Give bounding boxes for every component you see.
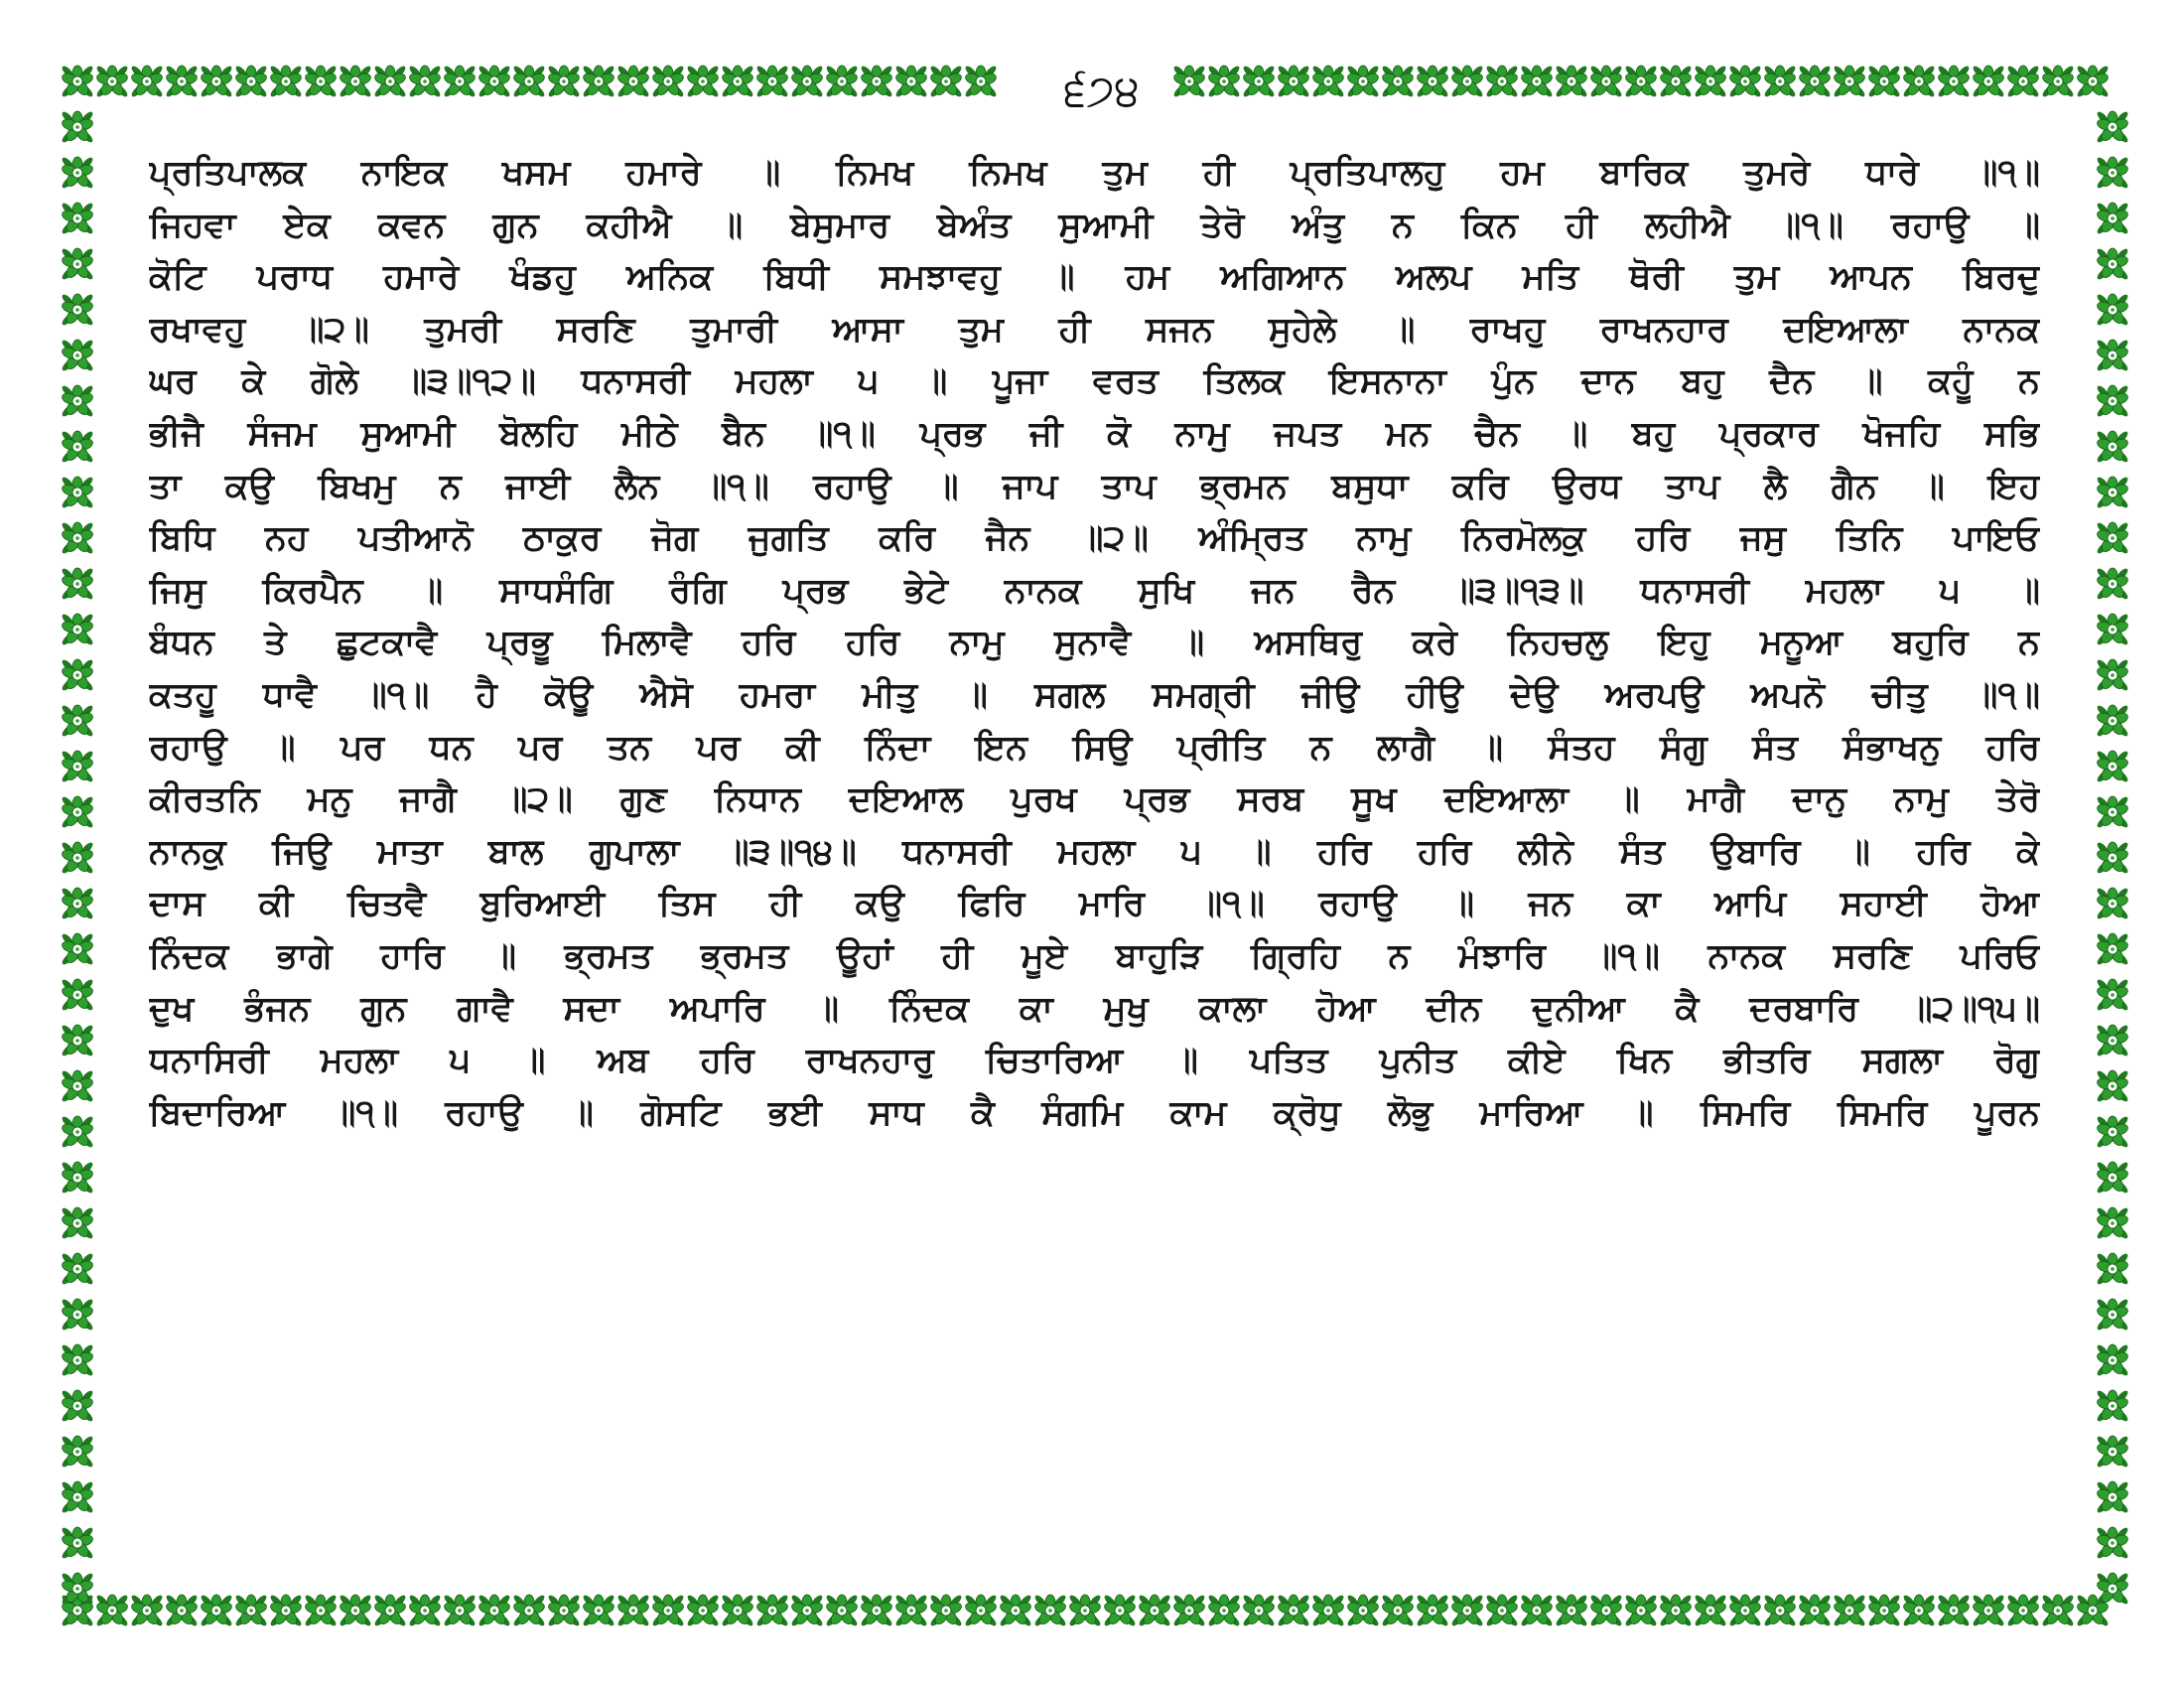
border-flower-icon bbox=[547, 1594, 581, 1627]
text-line: ਤਾ ਕਉ ਬਿਖਮੁ ਨ ਜਾਈ ਲੈਨ ॥੧॥ ਰਹਾਉ ॥ ਜਾਪ ਤਾਪ ਭ੍ਰਮਨ ਬਸੁਧਾ ਕਰਿ ਉਰਧ ਤਾਪ ਲੈ ਗੈਨ ॥ ਇਹ bbox=[149, 466, 2040, 506]
border-flower-icon bbox=[1902, 1594, 1936, 1627]
border-flower-icon bbox=[478, 1594, 511, 1627]
border-flower-icon bbox=[61, 384, 94, 418]
border-flower-icon bbox=[2096, 1572, 2129, 1606]
border-flower-icon bbox=[61, 1480, 94, 1514]
border-flower-icon bbox=[1277, 65, 1310, 98]
border-flower-icon bbox=[2096, 476, 2129, 509]
border-flower-icon bbox=[61, 978, 94, 1012]
border-flower-icon bbox=[408, 1594, 442, 1627]
border-flower-icon bbox=[478, 65, 511, 98]
text-line: ਕਤਹੂ ਧਾਵੈ ॥੧॥ ਹੈ ਕੋਊ ਐਸੋ ਹਮਰਾ ਮੀਤੁ ॥ ਸਗਲ ਸਮਗ੍ਰੀ ਜੀਉ ਹੀਉ ਦੇਉ ਅਰਪਉ ਅਪਨੋ ਚੀਤੁ ॥੧॥ bbox=[149, 674, 2040, 715]
border-flower-icon bbox=[269, 1594, 303, 1627]
border-flower-icon bbox=[755, 1594, 789, 1627]
border-flower-icon bbox=[1311, 1594, 1345, 1627]
border-flower-icon bbox=[721, 65, 754, 98]
text-line: ਰਹਾਉ ॥ ਪਰ ਧਨ ਪਰ ਤਨ ਪਰ ਕੀ ਨਿੰਦਾ ਇਨ ਸਿਉ ਪ੍ਰੀਤਿ ਨ ਲਾਗੈ ॥ ਸੰਤਹ ਸੰਗੁ ਸੰਤ ਸੰਭਾਖਨੁ ਹਰਿ bbox=[149, 727, 2040, 768]
border-flower-icon bbox=[1207, 1594, 1241, 1627]
border-flower-icon bbox=[269, 65, 303, 98]
border-flower-icon bbox=[2096, 1161, 2129, 1195]
border-flower-icon bbox=[1589, 65, 1623, 98]
border-flower-icon bbox=[2096, 1389, 2129, 1423]
border-flower-icon bbox=[61, 156, 94, 190]
border-flower-icon bbox=[2041, 65, 2075, 98]
border-flower-icon bbox=[2096, 430, 2129, 464]
border-flower-icon bbox=[1763, 65, 1797, 98]
border-flower-icon bbox=[61, 65, 94, 98]
border-flower-icon bbox=[408, 65, 442, 98]
border-flower-icon bbox=[964, 1594, 998, 1627]
border-flower-icon bbox=[1867, 1594, 1901, 1627]
border-flower-icon bbox=[1172, 65, 1206, 98]
text-line: ਕੋਟਿ ਪਰਾਧ ਹਮਾਰੇ ਖੰਡਹੁ ਅਨਿਕ ਬਿਧੀ ਸਮਝਾਵਹੁ ॥ ਹਮ ਅਗਿਆਨ ਅਲਪ ਮਤਿ ਥੋਰੀ ਤੁਮ ਆਪਨ ਬਿਰਦੁ bbox=[149, 257, 2040, 298]
border-flower-icon bbox=[1033, 1594, 1067, 1627]
border-flower-icon bbox=[2096, 1069, 2129, 1103]
border-flower-icon bbox=[2096, 658, 2129, 692]
border-flower-icon bbox=[1728, 1594, 1762, 1627]
border-flower-icon bbox=[2096, 1526, 2129, 1560]
border-flower-icon bbox=[616, 1594, 650, 1627]
border-flower-icon bbox=[1972, 65, 2005, 98]
border-flower-icon bbox=[61, 567, 94, 601]
border-flower-icon bbox=[1972, 1594, 2005, 1627]
border-flower-icon bbox=[1520, 65, 1554, 98]
border-flower-icon bbox=[61, 704, 94, 738]
border-flower-icon bbox=[1485, 65, 1519, 98]
border-flower-icon bbox=[1416, 65, 1449, 98]
border-flower-icon bbox=[790, 65, 824, 98]
border-flower-icon bbox=[61, 1115, 94, 1149]
border-flower-icon bbox=[1172, 1594, 1206, 1627]
border-flower-icon bbox=[1068, 1594, 1102, 1627]
border-flower-icon bbox=[61, 1435, 94, 1469]
border-flower-icon bbox=[165, 1594, 199, 1627]
border-flower-icon bbox=[1138, 1594, 1171, 1627]
border-flower-icon bbox=[373, 1594, 407, 1627]
border-flower-icon bbox=[2096, 293, 2129, 327]
border-flower-icon bbox=[825, 1594, 859, 1627]
border-flower-icon bbox=[1624, 65, 1658, 98]
border-flower-icon bbox=[61, 1298, 94, 1332]
text-line: ਭੀਜੈ ਸੰਜਮ ਸੁਆਮੀ ਬੋਲਹਿ ਮੀਠੇ ਬੈਨ ॥੧॥ ਪ੍ਰਭ ਜੀ ਕੋ ਨਾਮੁ ਜਪਤ ਮਨ ਚੈਨ ॥ ਬਹੁ ਪ੍ਰਕਾਰ ਖੋਜਹਿ ਸਭਿ bbox=[149, 413, 2040, 454]
border-flower-icon bbox=[61, 841, 94, 875]
border-flower-icon bbox=[165, 65, 199, 98]
border-flower-icon bbox=[1659, 1594, 1693, 1627]
scripture-text bbox=[149, 147, 2040, 1139]
border-flower-icon bbox=[512, 65, 546, 98]
border-flower-icon bbox=[755, 65, 789, 98]
border-flower-icon bbox=[1207, 65, 1241, 98]
border-flower-icon bbox=[234, 65, 268, 98]
border-flower-icon bbox=[2041, 1594, 2075, 1627]
border-flower-icon bbox=[2096, 247, 2129, 281]
border-flower-icon bbox=[2096, 1115, 2129, 1149]
border-flower-icon bbox=[1798, 1594, 1832, 1627]
border-flower-icon bbox=[651, 65, 685, 98]
border-flower-icon bbox=[1103, 1594, 1137, 1627]
border-flower-icon bbox=[304, 1594, 338, 1627]
border-flower-icon bbox=[2096, 202, 2129, 235]
border-flower-icon bbox=[2096, 384, 2129, 418]
border-flower-icon bbox=[61, 1069, 94, 1103]
border-flower-icon bbox=[61, 613, 94, 646]
border-flower-icon bbox=[130, 1594, 164, 1627]
border-flower-icon bbox=[1520, 1594, 1554, 1627]
border-flower-icon bbox=[2096, 521, 2129, 555]
border-flower-icon bbox=[1450, 1594, 1484, 1627]
border-flower-icon bbox=[1589, 1594, 1623, 1627]
border-flower-icon bbox=[721, 1594, 754, 1627]
border-flower-icon bbox=[1937, 65, 1971, 98]
border-flower-icon bbox=[61, 1206, 94, 1240]
border-flower-icon bbox=[2096, 613, 2129, 646]
text-line: ਕੀਰਤਨਿ ਮਨੁ ਜਾਗੈ ॥੨॥ ਗੁਣ ਨਿਧਾਨ ਦਇਆਲ ਪੁਰਖ ਪ੍ਰਭ ਸਰਬ ਸੂਖ ਦਇਆਲਾ ॥ ਮਾਗੈ ਦਾਨੁ ਨਾਮੁ ਤੇਰੋ bbox=[149, 779, 2040, 820]
border-flower-icon bbox=[2006, 65, 2040, 98]
border-flower-icon bbox=[894, 65, 928, 98]
border-flower-icon bbox=[860, 65, 893, 98]
border-flower-icon bbox=[61, 887, 94, 920]
border-flower-icon bbox=[2096, 841, 2129, 875]
border-flower-icon bbox=[61, 430, 94, 464]
border-flower-icon bbox=[2096, 887, 2129, 920]
border-flower-icon bbox=[443, 1594, 477, 1627]
border-flower-icon bbox=[61, 1526, 94, 1560]
border-flower-icon bbox=[95, 65, 129, 98]
border-flower-icon bbox=[894, 1594, 928, 1627]
border-flower-icon bbox=[929, 65, 963, 98]
border-flower-icon bbox=[234, 1594, 268, 1627]
border-flower-icon bbox=[200, 65, 233, 98]
text-line: ਨਾਨਕੁ ਜਿਉ ਮਾਤਾ ਬਾਲ ਗੁਪਾਲਾ ॥੩॥੧੪॥ ਧਨਾਸਰੀ ਮਹਲਾ ੫ ॥ ਹਰਿ ਹਰਿ ਲੀਨੇ ਸੰਤ ਉਬਾਰਿ ॥ ਹਰਿ ਕੇ bbox=[149, 831, 2040, 872]
border-flower-icon bbox=[860, 1594, 893, 1627]
border-flower-icon bbox=[61, 658, 94, 692]
border-flower-icon bbox=[999, 1594, 1032, 1627]
text-line: ਜਿਹਵਾ ਏਕ ਕਵਨ ਗੁਨ ਕਹੀਐ ॥ ਬੇਸੁਮਾਰ ਬੇਅੰਤ ਸੁਆਮੀ ਤੇਰੋ ਅੰਤੁ ਨ ਕਿਨ ਹੀ ਲਹੀਐ ॥੧॥ ਰਹਾਉ ॥ bbox=[149, 205, 2040, 245]
border-flower-icon bbox=[61, 202, 94, 235]
border-flower-icon bbox=[61, 476, 94, 509]
border-flower-icon bbox=[61, 339, 94, 372]
text-line: ਘਰ ਕੇ ਗੋਲੇ ॥੩॥੧੨॥ ਧਨਾਸਰੀ ਮਹਲਾ ੫ ॥ ਪੂਜਾ ਵਰਤ ਤਿਲਕ ਇਸਨਾਨਾ ਪੁੰਨ ਦਾਨ ਬਹੁ ਦੈਨ ॥ ਕਹੂੰ ਨ bbox=[149, 361, 2040, 402]
text-line: ਬੰਧਨ ਤੇ ਛੁਟਕਾਵੈ ਪ੍ਰਭੂ ਮਿਲਾਵੈ ਹਰਿ ਹਰਿ ਨਾਮੁ ਸੁਨਾਵੈ ॥ ਅਸਥਿਰੁ ਕਰੇ ਨਿਹਚਲੁ ਇਹੁ ਮਨੂਆ ਬਹੁਰਿ ਨ bbox=[149, 623, 2040, 663]
border-flower-icon bbox=[2076, 65, 2110, 98]
border-flower-icon bbox=[1694, 65, 1727, 98]
border-flower-icon bbox=[1798, 65, 1832, 98]
border-flower-icon bbox=[2096, 339, 2129, 372]
border-flower-icon bbox=[1937, 1594, 1971, 1627]
border-flower-icon bbox=[1867, 65, 1901, 98]
border-flower-icon bbox=[2096, 750, 2129, 783]
border-flower-icon bbox=[61, 795, 94, 829]
border-flower-icon bbox=[582, 65, 615, 98]
border-flower-icon bbox=[61, 247, 94, 281]
border-flower-icon bbox=[1381, 65, 1415, 98]
text-line: ਰਖਾਵਹੁ ॥੨॥ ਤੁਮਰੀ ਸਰਣਿ ਤੁਮਾਰੀ ਆਸਾ ਤੁਮ ਹੀ ਸਜਨ ਸੁਹੇਲੇ ॥ ਰਾਖਹੁ ਰਾਖਨਹਾਰ ਦਇਆਲਾ ਨਾਨਕ bbox=[149, 309, 2040, 350]
page-number: ੬੭੪ bbox=[1032, 62, 1171, 121]
border-flower-icon bbox=[2096, 1252, 2129, 1286]
border-flower-icon bbox=[1346, 65, 1380, 98]
border-flower-icon bbox=[512, 1594, 546, 1627]
border-flower-icon bbox=[825, 65, 859, 98]
border-flower-icon bbox=[61, 1389, 94, 1423]
border-flower-icon bbox=[61, 932, 94, 966]
border-flower-icon bbox=[1694, 1594, 1727, 1627]
border-flower-icon bbox=[61, 521, 94, 555]
border-flower-icon bbox=[61, 110, 94, 144]
border-flower-icon bbox=[61, 1024, 94, 1057]
border-flower-icon bbox=[2096, 1480, 2129, 1514]
border-flower-icon bbox=[2096, 156, 2129, 190]
text-line: ਦੁਖ ਭੰਜਨ ਗੁਨ ਗਾਵੈ ਸਦਾ ਅਪਾਰਿ ॥ ਨਿੰਦਕ ਕਾ ਮੁਖੁ ਕਾਲਾ ਹੋਆ ਦੀਨ ਦੁਨੀਆ ਕੈ ਦਰਬਾਰਿ ॥੨॥੧੫॥ bbox=[149, 988, 2040, 1029]
border-flower-icon bbox=[1416, 1594, 1449, 1627]
border-flower-icon bbox=[2096, 567, 2129, 601]
border-flower-icon bbox=[2096, 110, 2129, 144]
border-flower-icon bbox=[2096, 1435, 2129, 1469]
border-flower-icon bbox=[2096, 1206, 2129, 1240]
border-flower-icon bbox=[686, 1594, 720, 1627]
border-flower-icon bbox=[1763, 1594, 1797, 1627]
border-flower-icon bbox=[686, 65, 720, 98]
border-flower-icon bbox=[1833, 1594, 1866, 1627]
border-flower-icon bbox=[547, 65, 581, 98]
border-flower-icon bbox=[2096, 1343, 2129, 1377]
border-flower-icon bbox=[373, 65, 407, 98]
border-flower-icon bbox=[2096, 978, 2129, 1012]
border-flower-icon bbox=[61, 750, 94, 783]
border-flower-icon bbox=[95, 1594, 129, 1627]
border-flower-icon bbox=[1242, 65, 1276, 98]
border-flower-icon bbox=[2096, 932, 2129, 966]
border-flower-icon bbox=[1485, 1594, 1519, 1627]
border-flower-icon bbox=[2096, 1024, 2129, 1057]
border-flower-icon bbox=[1346, 1594, 1380, 1627]
border-flower-icon bbox=[1311, 65, 1345, 98]
border-flower-icon bbox=[61, 1252, 94, 1286]
text-line: ਪ੍ਰਤਿਪਾਲਕ ਨਾਇਕ ਖਸਮ ਹਮਾਰੇ ॥ ਨਿਮਖ ਨਿਮਖ ਤੁਮ ਹੀ ਪ੍ਰਤਿਪਾਲਹੁ ਹਮ ਬਾਰਿਕ ਤੁਮਰੇ ਧਾਰੇ ॥੧॥ bbox=[149, 153, 2040, 193]
text-line: ਬਿਦਾਰਿਆ ॥੧॥ ਰਹਾਉ ॥ ਗੋਸਟਿ ਭਈ ਸਾਧ ਕੈ ਸੰਗਮਿ ਕਾਮ ਕ੍ਰੋਧੁ ਲੋਭੁ ਮਾਰਿਆ ॥ ਸਿਮਰਿ ਸਿਮਰਿ ਪੂਰਨ bbox=[149, 1092, 2040, 1133]
text-line: ਧਨਾਸਿਰੀ ਮਹਲਾ ੫ ॥ ਅਬ ਹਰਿ ਰਾਖਨਹਾਰੁ ਚਿਤਾਰਿਆ ॥ ਪਤਿਤ ਪੁਨੀਤ ਕੀਏ ਖਿਨ ਭੀਤਰਿ ਸਗਲਾ ਰੋਗੁ bbox=[149, 1041, 2040, 1081]
border-flower-icon bbox=[1555, 1594, 1588, 1627]
border-flower-icon bbox=[2096, 795, 2129, 829]
border-flower-icon bbox=[304, 65, 338, 98]
border-flower-icon bbox=[61, 293, 94, 327]
border-flower-icon bbox=[964, 65, 998, 98]
border-flower-icon bbox=[1624, 1594, 1658, 1627]
border-flower-icon bbox=[339, 1594, 372, 1627]
border-flower-icon bbox=[1555, 65, 1588, 98]
border-flower-icon bbox=[2006, 1594, 2040, 1627]
border-flower-icon bbox=[200, 1594, 233, 1627]
border-flower-icon bbox=[651, 1594, 685, 1627]
border-flower-icon bbox=[582, 1594, 615, 1627]
border-flower-icon bbox=[790, 1594, 824, 1627]
border-flower-icon bbox=[61, 1161, 94, 1195]
border-flower-icon bbox=[61, 1343, 94, 1377]
border-flower-icon bbox=[2096, 704, 2129, 738]
border-flower-icon bbox=[339, 65, 372, 98]
border-flower-icon bbox=[2096, 1298, 2129, 1332]
border-flower-icon bbox=[1381, 1594, 1415, 1627]
border-flower-icon bbox=[1659, 65, 1693, 98]
border-flower-icon bbox=[1902, 65, 1936, 98]
text-line: ਦਾਸ ਕੀ ਚਿਤਵੈ ਬੁਰਿਆਈ ਤਿਸ ਹੀ ਕਉ ਫਿਰਿ ਮਾਰਿ ॥੧॥ ਰਹਾਉ ॥ ਜਨ ਕਾ ਆਪਿ ਸਹਾਈ ਹੋਆ bbox=[149, 884, 2040, 924]
border-flower-icon bbox=[130, 65, 164, 98]
border-flower-icon bbox=[1277, 1594, 1310, 1627]
text-line: ਨਿੰਦਕ ਭਾਗੇ ਹਾਰਿ ॥ ਭ੍ਰਮਤ ਭ੍ਰਮਤ ਊਹਾਂ ਹੀ ਮੂਏ ਬਾਹੁੜਿ ਗ੍ਰਿਹਿ ਨ ਮੰਝਾਰਿ ॥੧॥ ਨਾਨਕ ਸਰਣਿ ਪਰਿਓ bbox=[149, 935, 2040, 976]
text-line: ਜਿਸੁ ਕਿਰਪੈਨ ॥ ਸਾਧਸੰਗਿ ਰੰਗਿ ਪ੍ਰਭ ਭੇਟੇ ਨਾਨਕ ਸੁਖਿ ਜਨ ਰੈਨ ॥੩॥੧੩॥ ਧਨਾਸਰੀ ਮਹਲਾ ੫ ॥ bbox=[149, 570, 2040, 611]
border-flower-icon bbox=[1728, 65, 1762, 98]
text-line: ਬਿਧਿ ਨਹ ਪਤੀਆਨੋ ਠਾਕੁਰ ਜੋਗ ਜੁਗਤਿ ਕਰਿ ਜੈਨ ॥੨॥ ਅੰਮ੍ਰਿਤ ਨਾਮੁ ਨਿਰਮੋਲਕੁ ਹਰਿ ਜਸੁ ਤਿਨਿ ਪਾਇਓ bbox=[149, 518, 2040, 559]
border-flower-icon bbox=[1833, 65, 1866, 98]
border-flower-icon bbox=[1450, 65, 1484, 98]
border-flower-icon bbox=[929, 1594, 963, 1627]
border-flower-icon bbox=[616, 65, 650, 98]
border-flower-icon bbox=[443, 65, 477, 98]
border-flower-icon bbox=[1242, 1594, 1276, 1627]
